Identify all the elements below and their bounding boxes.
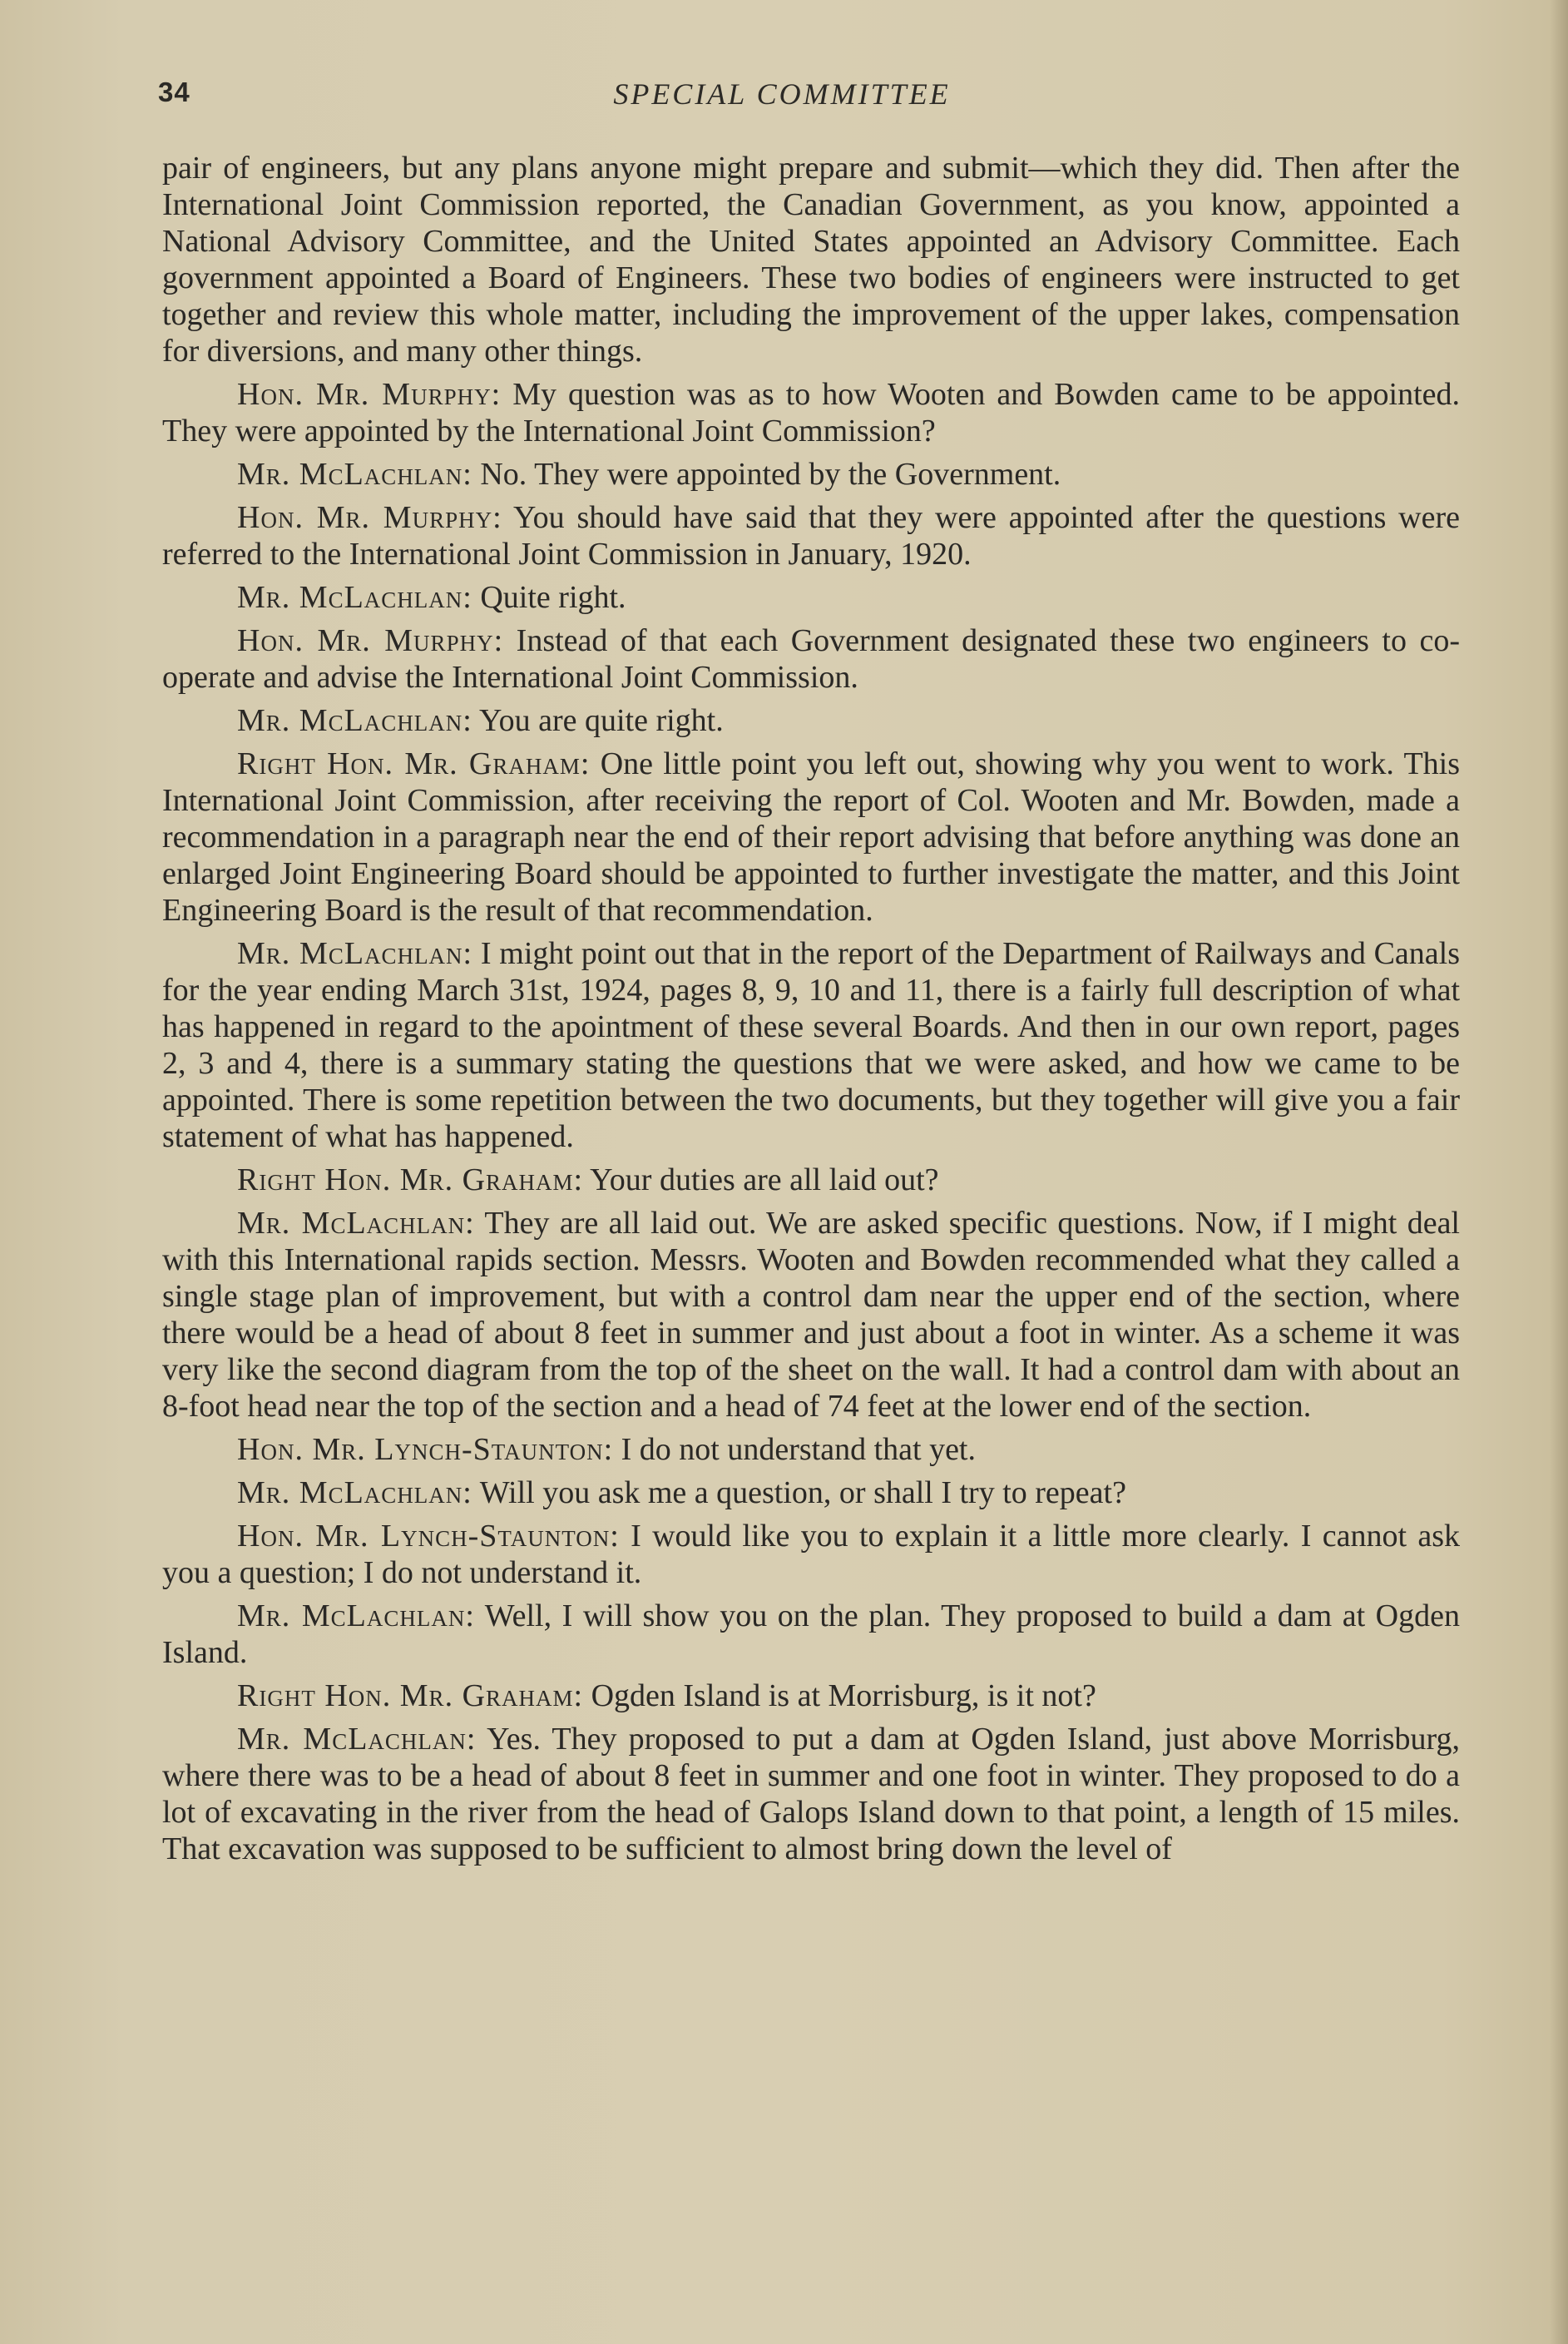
body-text <box>162 150 1460 1874</box>
speaker-name: Right Hon. Mr. Graham: <box>237 1162 584 1197</box>
paragraph-text: Will you ask me a question, or shall I try to repeat? <box>479 1475 1126 1510</box>
paragraph <box>162 1474 1460 1511</box>
speaker-name: Mr. McLachlan: <box>237 457 472 492</box>
paragraph-text: Ogden Island is at Morrisburg, is it not? <box>591 1678 1096 1713</box>
paragraph-text: You are quite right. <box>478 703 724 738</box>
paragraph-text: One little point you left out, showing why you went to work. This International Joint Commission, after receiving the report of Col. Wooten and Mr. Bowden, made a recommendation in a paragraph near the end of their report advising that before anything was done an enlarged Joint Engineering Board should be appointed to further investigate the matter, and this Joint Engineering Board is the result of that recommendation. <box>162 746 1460 928</box>
speaker-name: Mr. McLachlan: <box>237 1475 472 1510</box>
paragraph-text: Well, I will show you on the plan. They proposed to build a dam at Ogden Island. <box>162 1598 1460 1670</box>
speaker-name: Mr. McLachlan: <box>237 580 472 615</box>
paragraph <box>162 1431 1460 1468</box>
paragraph-text: I might point out that in the report of the Department of Railways and Canals for the year ending March 31st, 1924, pages 8, 9, 10 and 11, there is a fairly full description of what has happened in regard to the apointment of these several Boards. And then in our own report, pages 2, 3 and 4, there is a summary stating the questions that we were asked, and how we came to be appointed. There is some repetition between the two documents, but they together will give you a fair statement of what has happened. <box>162 936 1461 1154</box>
speaker-name: Right Hon. Mr. Graham: <box>237 1678 584 1713</box>
speaker-name: Hon. Mr. Murphy: <box>237 377 502 412</box>
paragraph <box>162 376 1460 449</box>
page-number: 34 <box>158 77 190 107</box>
speaker-name: Mr. McLachlan: <box>237 1206 475 1241</box>
speaker-name: Hon. Mr. Lynch-Staunton: <box>237 1519 620 1554</box>
paragraph <box>162 1518 1460 1591</box>
speaker-name: Mr. McLachlan: <box>237 1598 475 1633</box>
paragraph-text: Quite right. <box>480 580 626 615</box>
paragraph-text: I would like you to explain it a little more clearly. I cannot ask you a question; I do not understand it. <box>162 1519 1460 1590</box>
paragraph-text: My question was as to how Wooten and Bowden came to be appointed. They were appointed by the International Joint Commission? <box>162 377 1461 448</box>
paragraph <box>162 579 1460 616</box>
paragraph <box>162 150 1460 369</box>
paragraph-text: I do not understand that yet. <box>621 1432 976 1467</box>
speaker-name: Mr. McLachlan: <box>237 936 473 971</box>
paragraph-text: Instead of that each Government designated these two engineers to co-operate and advise the International Joint Commission. <box>162 623 1461 695</box>
speaker-name: Hon. Mr. Murphy: <box>237 623 504 658</box>
paragraph <box>162 456 1460 493</box>
paragraph <box>162 499 1460 572</box>
paragraph <box>162 1162 1460 1198</box>
paragraph-text: No. They were appointed by the Government. <box>480 457 1061 492</box>
paragraph-text: They are all laid out. We are asked specific questions. Now, if I might deal with this International rapids section. Messrs. Wooten and Bowden recommended what they called a single stage plan of improvement, but with a control dam near the upper end of the section, where there would be a head of about 8 feet in summer and just about a foot in winter. As a scheme it was very like the second diagram from the top of the sheet on the wall. It had a control dam with about an 8-foot head near the top of the section and a head of 74 feet at the lower end of the section. <box>162 1206 1460 1424</box>
paragraph <box>162 1205 1460 1425</box>
paragraph-text: Your duties are all laid out? <box>590 1162 939 1197</box>
page-header <box>158 77 1406 118</box>
running-head: SPECIAL COMMITTEE <box>613 77 951 111</box>
speaker-name: Mr. McLachlan: <box>237 703 472 738</box>
speaker-name: Hon. Mr. Lynch-Staunton: <box>237 1432 614 1467</box>
page-edge-shadow <box>1550 0 1568 2344</box>
paragraph <box>162 622 1460 696</box>
paragraph <box>162 1721 1460 1867</box>
speaker-name: Mr. McLachlan: <box>237 1722 477 1757</box>
paragraph <box>162 935 1460 1155</box>
speaker-name: Right Hon. Mr. Graham: <box>237 746 591 781</box>
paragraph-text: pair of engineers, but any plans anyone might prepare and submit—which they did. Then after the International Joint Commission reported, the Canadian Government, as you know, appointed a National Advisory Committee, and the United States appointed an Advisory Committee. Each government appointed a Board of Engineers. These two bodies of engineers were instructed to get together and review this whole matter, including the improvement of the upper lakes, compensation for diversions, and many other things. <box>162 151 1460 369</box>
paragraph <box>162 746 1460 929</box>
paragraph <box>162 1677 1460 1714</box>
speaker-name: Hon. Mr. Murphy: <box>237 500 502 535</box>
paragraph <box>162 702 1460 739</box>
paragraph <box>162 1598 1460 1671</box>
paragraph-text: You should have said that they were appointed after the questions were referred to the International Joint Commission in January, 1920. <box>162 500 1460 572</box>
paragraph-text: Yes. They proposed to put a dam at Ogden Island, just above Morrisburg, where there was to be a head of about 8 feet in summer and one foot in winter. They proposed to do a lot of excavating in the river from the head of Galops Island down to that point, a length of 15 miles. That excavation was supposed to be sufficient to almost bring down the level of <box>162 1722 1461 1866</box>
